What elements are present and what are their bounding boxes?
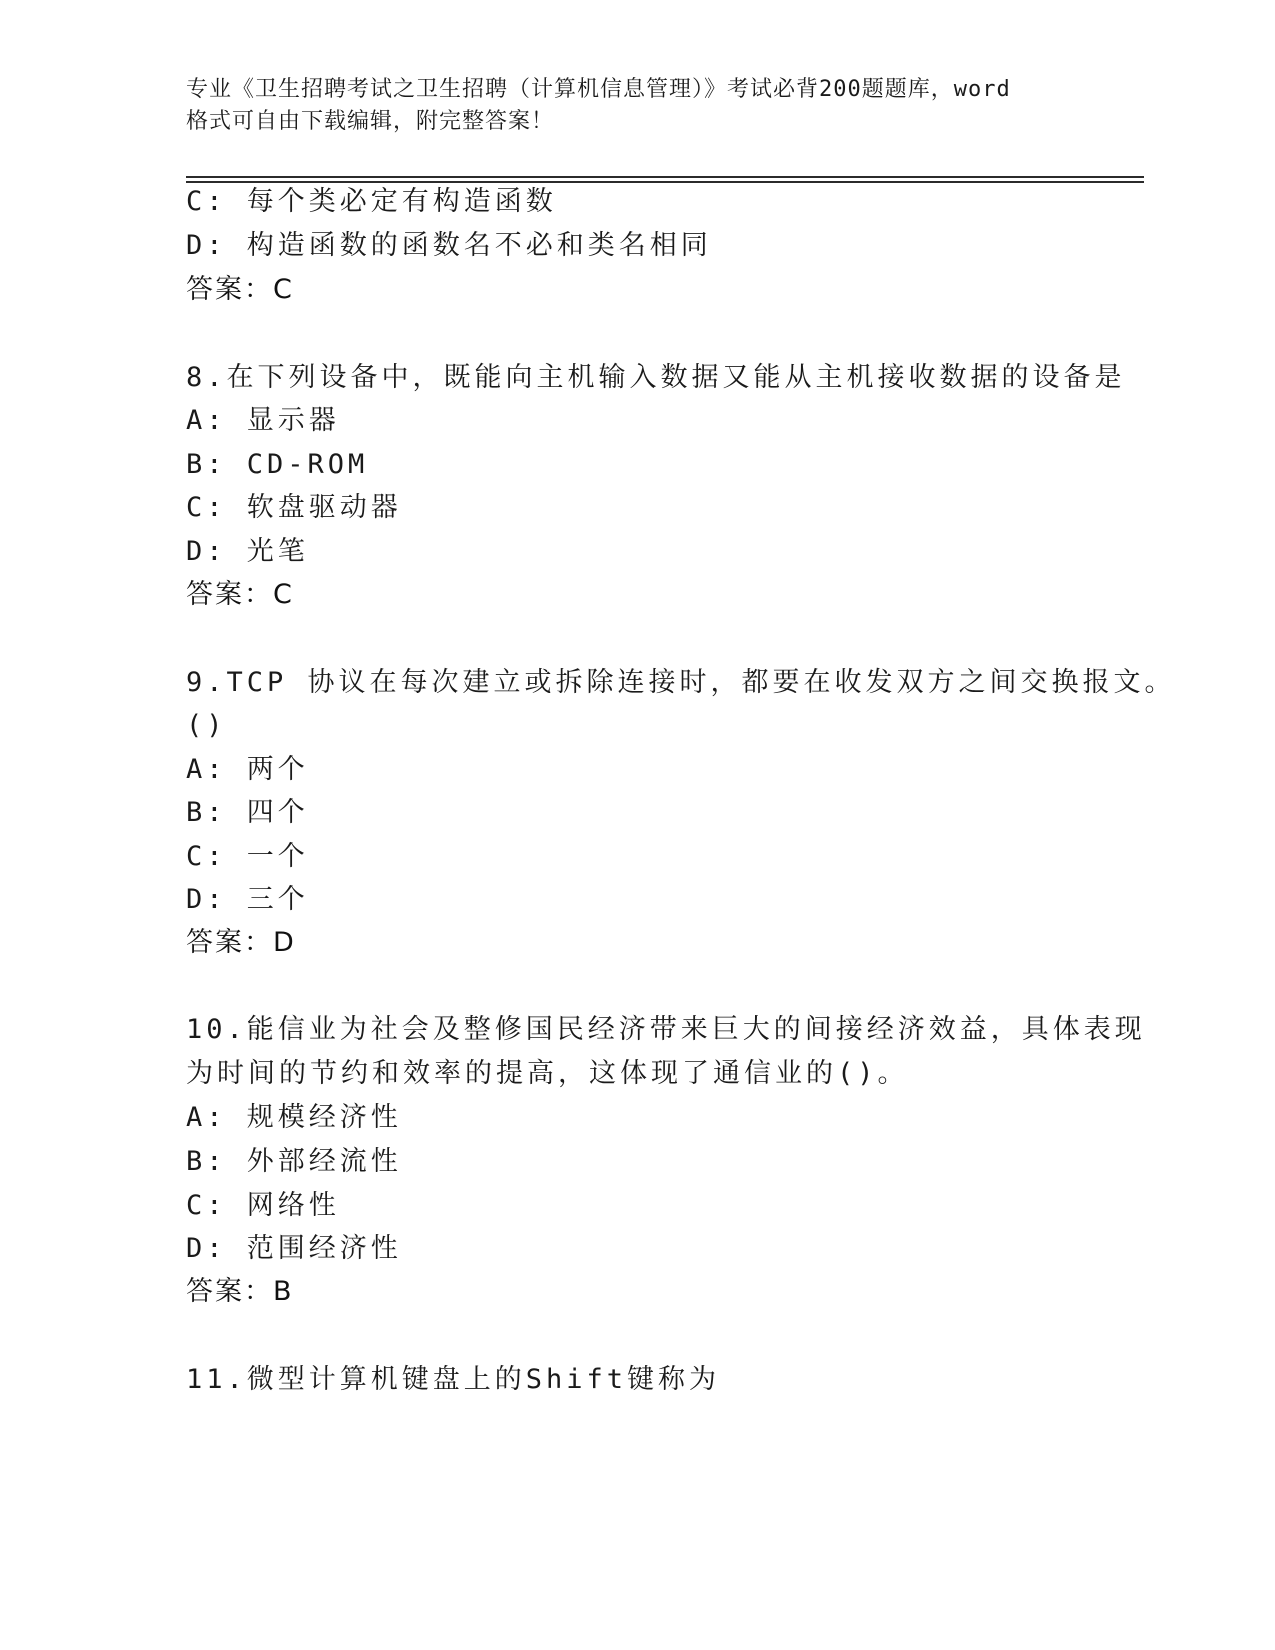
q10-option-c: C: 网络性 [186, 1190, 340, 1221]
header-divider-top [186, 176, 1144, 178]
q10-answer: 答案：B [186, 1276, 294, 1307]
q10-option-b: B: 外部经流性 [186, 1146, 402, 1177]
q9-option-a: A: 两个 [186, 754, 309, 785]
q10-question-line1: 10.能信业为社会及整修国民经济带来巨大的间接经济效益，具体表现 [186, 1014, 1146, 1045]
q9-question-line1: 9.TCP 协议在每次建立或拆除连接时，都要在收发双方之间交换报文。 [186, 667, 1176, 698]
q7-answer: 答案：C [186, 274, 294, 305]
q8-option-b: B: CD-ROM [186, 449, 369, 480]
header-title-line2: 格式可自由下载编辑，附完整答案！ [186, 109, 555, 134]
q8-option-a: A: 显示器 [186, 405, 340, 436]
q9-question-line2: () [186, 710, 227, 741]
header-title-line1: 专业《卫生招聘考试之卫生招聘（计算机信息管理）》考试必背200题题库，word [186, 77, 1011, 102]
q8-question: 8.在下列设备中，既能向主机输入数据又能从主机接收数据的设备是 [186, 362, 1126, 393]
q8-option-d: D: 光笔 [186, 536, 309, 567]
q9-option-c: C: 一个 [186, 841, 309, 872]
q11-question: 11.微型计算机键盘上的Shift键称为 [186, 1364, 721, 1395]
q10-option-a: A: 规模经济性 [186, 1102, 402, 1133]
q7-option-d: D: 构造函数的函数名不必和类名相同 [186, 230, 712, 261]
q8-answer: 答案：C [186, 579, 294, 610]
q9-option-b: B: 四个 [186, 797, 309, 828]
q10-option-d: D: 范围经济性 [186, 1233, 402, 1264]
header-divider-bottom [186, 181, 1144, 183]
q9-answer: 答案：D [186, 927, 296, 958]
q8-option-c: C: 软盘驱动器 [186, 492, 402, 523]
q9-option-d: D: 三个 [186, 884, 309, 915]
q7-option-c: C: 每个类必定有构造函数 [186, 186, 557, 217]
document-header [186, 74, 1086, 138]
q10-question-line2: 为时间的节约和效率的提高，这体现了通信业的()。 [186, 1058, 909, 1089]
